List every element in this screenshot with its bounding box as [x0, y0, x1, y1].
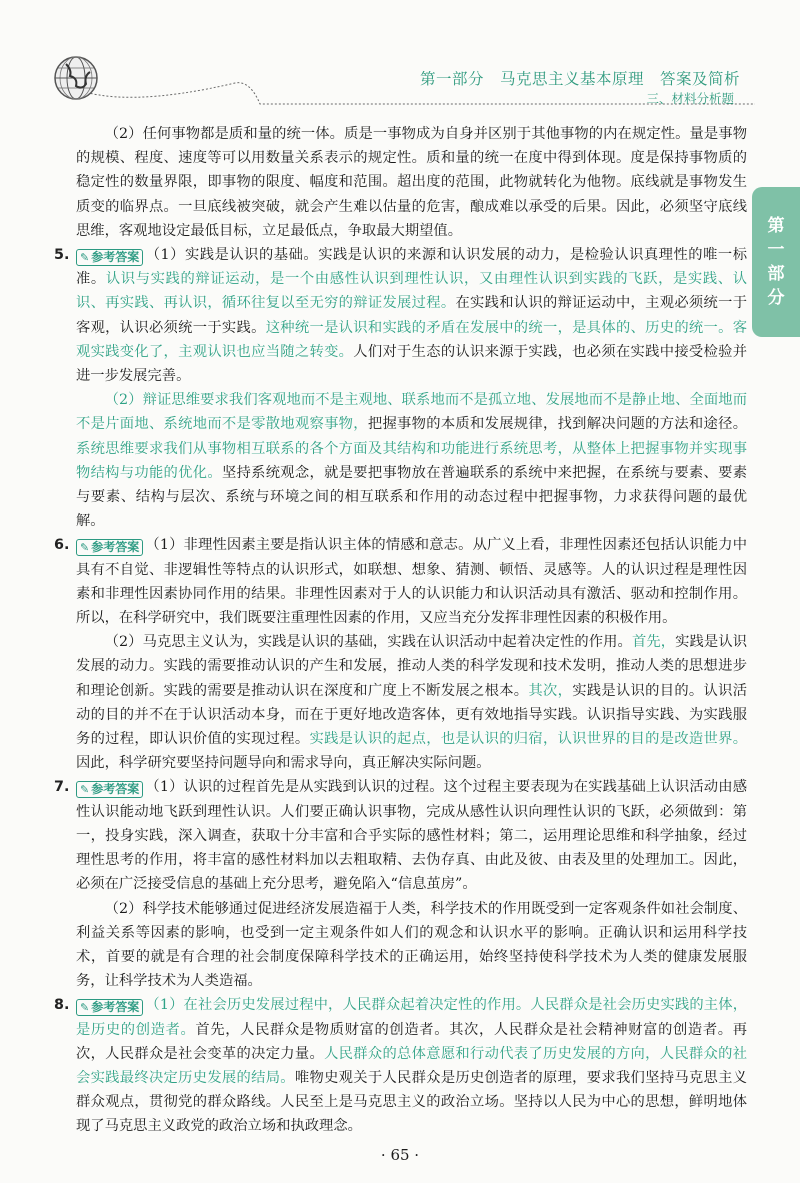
answer-8-part-1-text [76, 997, 747, 1134]
pencil-icon: ✎ [80, 783, 90, 797]
pencil-icon: ✎ [80, 541, 90, 555]
answer-7-part-2 [76, 897, 747, 994]
answer-content [54, 122, 748, 1139]
answer-6-part-2 [76, 630, 747, 775]
answer-badge [76, 999, 143, 1016]
body-text: （2）科学技术能够通过促进经济发展造福于人类，科学技术的作用既受到一定客观条件如社会制度、利益关系等因素的影响，也受到一定主观条件如人们的观念和认识水平的影响。正确认识和运用科学技术，首要的就是有合理的社会制度保障科学技术的正确运用，始终坚持使科学技术为人类的健康发展服务，让科学技术为人类造福。 [76, 900, 747, 990]
highlighted-text: 其次， [528, 682, 573, 699]
highlighted-text: 首先， [631, 634, 676, 651]
highlighted-text: （2）辩证思维要求我们客观地而不是主观地、联系地而不是孤立地、发展地而不是静止地、全面地而不是片面地、系统地而不是零散地观察事物， [76, 392, 747, 433]
answer-7-part-1-text [76, 779, 747, 892]
answer-badge [76, 781, 143, 798]
header-title: 第一部分 马克思主义基本原理 答案及简析 [419, 70, 740, 88]
badge-label: 参考答案 [91, 1000, 140, 1015]
body-text: （2）任何事物都是质和量的统一体。质是一事物成为自身并区别于其他事物的内在规定性。量是事物的规模、程度、速度等可以用数量关系表示的规定性。质和量的统一在度中得到体现。度是保持事物质的稳定性的数量界限，即事物的限度、幅度和范围。超出度的范围，此物就转化为他物。底线就是事物发生质变的临界点。一旦底线被突破，就会产生难以估量的危害，酿成难以承受的后果。因此，必须坚守底线思维，客观地设定最低目标，立足最低点，争取最大期望值。 [76, 126, 747, 239]
section-side-tab [752, 187, 800, 337]
question-number: 5. [54, 247, 70, 264]
answer-item-8 [54, 993, 748, 1138]
badge-label: 参考答案 [91, 250, 140, 265]
page-number: · 65 · [380, 1146, 420, 1164]
highlighted-text: 人民群众的总体意愿和行动代表了历史发展的方向，人民群众的社会实践最终决定历史发展的结局。 [76, 1045, 748, 1086]
highlighted-text: 系统思维要求我们从事物相互联系的各个方面及其结构和功能进行系统思考，从整体上把握事物并实现事物结构与功能的优化。 [76, 440, 747, 481]
answer-6-part-1 [76, 533, 747, 630]
badge-label: 参考答案 [91, 540, 140, 555]
body-text: （1）实践是认识的基础。实践是认识的来源和认识发展的动力，是检验认识真理性的唯一标准。 [76, 247, 747, 288]
answer-8-part-1 [76, 993, 747, 1138]
header-subtitle: 三、材料分析题 [646, 91, 734, 106]
page-header [0, 0, 800, 115]
answer-item-7 [54, 775, 747, 993]
pencil-icon: ✎ [80, 1001, 90, 1015]
question-number: 7. [54, 779, 70, 796]
highlighted-text: （1）在社会历史发展过程中，人民群众起着决定性的作用。人民群众是社会历史实践的主体，是历史的创造者。 [76, 997, 747, 1038]
answer-5-part-1 [76, 243, 747, 388]
body-text: 首先，人民群众是物质财富的创造者。其次，人民群众是社会精神财富的创造者。再次，人民群众是社会变革的决定力量。 [76, 1021, 748, 1062]
answer-5-part-2 [76, 388, 747, 533]
highlighted-text: 认识与实践的辩证运动，是一个由感性认识到理性认识，又由理性认识到实践的飞跃，是实践、认识、再实践、再认识，循环往复以至无穷的辩证发展过程。 [76, 271, 748, 312]
body-text: 把握事物的本质和发展规律，找到解决问题的方法和途径。 [367, 416, 748, 433]
answer-item-6 [54, 533, 748, 775]
body-text: （1）非理性因素主要是指认识主体的情感和意志。从广义上看，非理性因素还包括认识能力中具有不自觉、非逻辑性等特点的认识形式，如联想、想象、猜测、顿悟、灵感等。人的认识过程是理性因素和非理性因素协同作用的结果。非理性因素对于人的认识能力和认识活动具有激活、驱动和控制作用。所以，在科学研究中，我们既要注重理性因素的作用，又应当充分发挥非理性因素的积极作用。 [76, 537, 747, 627]
answer-badge [76, 249, 143, 266]
body-text: 因此，科学研究要坚持问题导向和需求导向，真正解决实际问题。 [76, 755, 491, 772]
pencil-icon: ✎ [80, 251, 90, 265]
body-text: 实践是认识发展的动力。实践的需要推动认识的产生和发展，推动人类的科学发现和技术发明，推动人类的思想进步和理论创新。实践的需要是推动认识在深度和广度上不断发展之根本。 [76, 634, 748, 699]
globe-icon [52, 54, 100, 102]
side-tab-char: 部 [767, 264, 785, 284]
question-number: 6. [54, 537, 70, 554]
highlighted-text: 实践是认识的起点，也是认识的归宿，认识世界的目的是改造世界。 [309, 731, 748, 748]
question-number: 8. [54, 997, 70, 1014]
answer-5-part-1-text [76, 247, 747, 384]
body-text: 唯物史观关于人民群众是历史创造者的原理，要求我们坚持马克思主义群众观点，贯彻党的群众路线。人民至上是马克思主义的政治立场。坚持以人民为中心的思想，鲜明地体现了马克思主义政党的政治立场和执政理念。 [76, 1069, 748, 1135]
body-text: 坚持系统观念，就是要把事物放在普遍联系的系统中来把握，在系统与要素、要素与要素、结构与层次、系统与环境之间的相互联系和作用的动态过程中把握事物，力求获得问题的最优解。 [76, 464, 747, 530]
side-tab-char: 分 [767, 288, 785, 308]
body-text: 在实践和认识的辩证运动中，主观必须统一于客观，认识必须统一于实践。 [76, 295, 748, 336]
highlighted-text: 这种统一是认识和实践的矛盾在发展中的统一，是具体的、历史的统一。客观实践变化了，主观认识也应当随之转变。 [76, 319, 748, 360]
body-text: （1）认识的过程首先是从实践到认识的过程。这个过程主要表现为在实践基础上认识活动由感性认识能动地飞跃到理性认识。人们要正确认识事物，完成从感性认识向理性认识的飞跃，必须做到：第一，投身实践，深入调查，获取十分丰富和合乎实际的感性材料；第二，运用理论思维和科学抽象，经过理性思考的作用，将丰富的感性材料加以去粗取精、去伪存真、由此及彼、由表及里的处理加工。因此，必须在广泛接受信息的基础上充分思考，避免陷入“信息茧房”。 [76, 779, 747, 893]
body-text: 人们对于生态的认识来源于实践，也必须在实践中接受检验并进一步发展完善。 [76, 343, 748, 385]
answer-7-part-1 [76, 775, 747, 896]
badge-label: 参考答案 [91, 782, 140, 797]
answer-6-part-1-text [76, 537, 747, 626]
answer-4-part-2 [76, 122, 747, 243]
body-text: 实践是认识的目的。认识活动的目的并不在于认识活动本身，而在于更好地改造客体，更有效地指导实践。认识指导实践、为实践服务的过程，即认识价值的实现过程。 [76, 682, 748, 748]
side-tab-char: 第 [767, 216, 785, 236]
answer-item-5 [54, 243, 748, 533]
body-text: （2）马克思主义认为，实践是认识的基础，实践在认识活动中起着决定性的作用。 [104, 634, 632, 651]
side-tab-char: 一 [767, 240, 785, 260]
answer-badge [76, 539, 143, 556]
